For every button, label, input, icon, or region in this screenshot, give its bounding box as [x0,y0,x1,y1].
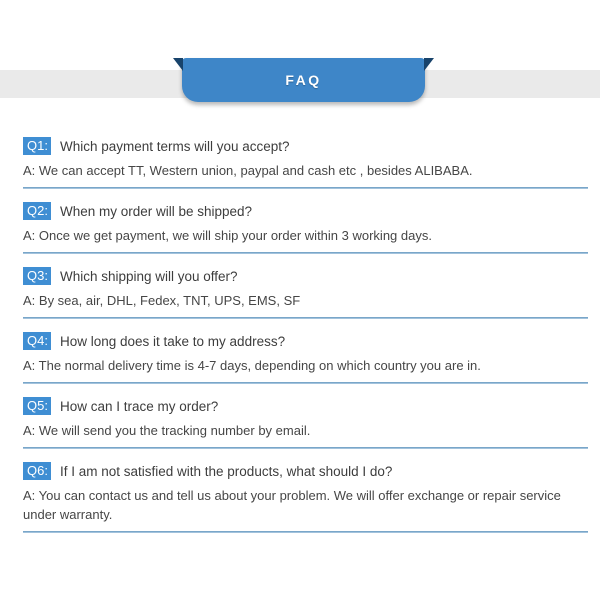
question-text: How can I trace my order? [59,398,219,414]
question-row [23,462,588,480]
divider [23,382,588,384]
faq-item [23,332,588,384]
question-row [23,397,588,415]
divider [23,187,588,189]
answer-text: A: Once we get payment, we will ship your order within 3 working days. [23,228,432,243]
answer-text: A: You can contact us and tell us about your problem. We will offer exchange or repair service under warranty. [23,488,561,522]
divider [23,531,588,533]
faq-item [23,397,588,449]
question-badge: Q1: [23,137,51,155]
question-text: When my order will be shipped? [59,203,253,219]
faq-ribbon [182,58,425,102]
question-text: Which shipping will you offer? [59,268,238,284]
faq-item [23,137,588,189]
question-row [23,202,588,220]
question-badge: Q2: [23,202,51,220]
question-row [23,332,588,350]
question-text: If I am not satisfied with the products, what should I do? [59,463,393,479]
answer-text: A: We can accept TT, Western union, paypal and cash etc , besides ALIBABA. [23,163,473,178]
divider [23,317,588,319]
answer-text: A: The normal delivery time is 4-7 days, depending on which country you are in. [23,358,481,373]
question-badge: Q6: [23,462,51,480]
question-row [23,267,588,285]
divider [23,252,588,254]
answer-text: A: We will send you the tracking number by email. [23,423,311,438]
question-badge: Q5: [23,397,51,415]
faq-list [23,137,588,546]
faq-item [23,202,588,254]
question-text: Which payment terms will you accept? [59,138,290,154]
question-text: How long does it take to my address? [59,333,286,349]
question-badge: Q4: [23,332,51,350]
page-title: FAQ [285,72,322,88]
divider [23,447,588,449]
answer-text: A: By sea, air, DHL, Fedex, TNT, UPS, EMS, SF [23,293,301,308]
faq-item [23,462,588,533]
faq-item [23,267,588,319]
question-row [23,137,588,155]
question-badge: Q3: [23,267,51,285]
